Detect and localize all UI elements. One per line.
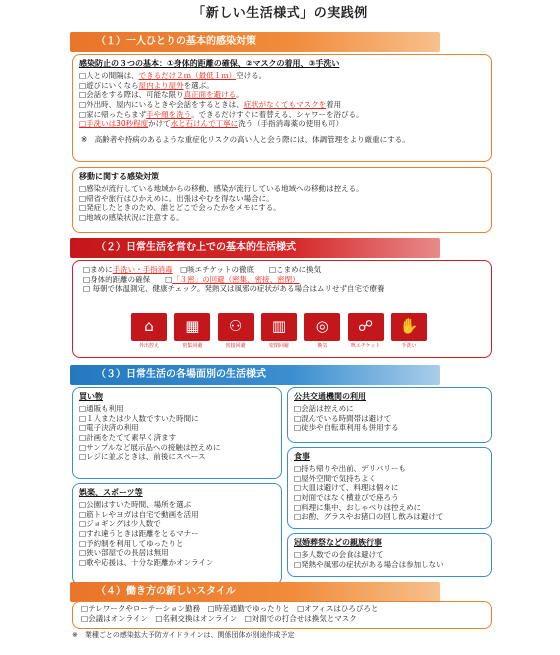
ventilation-icon: ◎ — [304, 313, 340, 341]
list-item: □感染が流行している地域からの移動、感染が流行している地域への移動は控える。 — [79, 184, 364, 194]
list-item: □通販も利用 — [79, 404, 124, 414]
list-item: □身体的距離の確保 □「３密」の回避（密集、密接、密閉） — [83, 274, 300, 284]
icon-label: 手洗い — [401, 343, 417, 349]
daily-life-icons — [131, 313, 427, 351]
entertainment-box — [72, 483, 282, 585]
transport-box — [287, 387, 492, 443]
section2-header: （２）日常生活を営む上での基本的生活様式 — [70, 238, 440, 258]
cough-etiquette-icon: ☍ — [348, 313, 384, 341]
list-item: □大皿は避けて、料理は個々に — [294, 483, 399, 493]
list-item: □狭い部屋での長居は無用 — [79, 548, 169, 558]
list-item: □お酌、グラスやお猪口の回し飲みは避けて — [294, 512, 444, 522]
list-item: □発熱や風邪の症状がある場合は参加しない — [294, 559, 444, 569]
list-item: □まめに手洗い・手指消毒 □咳エチケットの徹底 □こまめに換気 — [83, 265, 322, 274]
icon-cell — [174, 313, 210, 351]
icon-label: 密集回避 — [182, 343, 203, 349]
section1-header: （１）一人ひとりの基本的感染対策 — [70, 32, 440, 52]
list-item: □ジョギングは少人数で — [79, 519, 161, 529]
list-item: □１人または少人数ですいた時間に — [79, 413, 199, 423]
list-item: □歌や応援は、十分な距離かオンライン — [79, 557, 214, 567]
icon-label: 換気 — [317, 343, 328, 349]
list-item: □会話は控えめに — [294, 404, 354, 414]
list-item: □徒歩や自転車利用も併用する — [294, 423, 399, 433]
entertainment-title: 娯楽、スポーツ等 — [79, 488, 143, 497]
list-item: □発症したときのため、誰とどこで会ったかをメモにする。 — [79, 203, 281, 213]
list-item: □会話をする際は、可能な限り真正面を避ける。 — [79, 90, 244, 100]
meals-box — [287, 447, 492, 529]
list-item: □混んでいる時間帯は避けて — [294, 413, 392, 423]
footer-note: ※ 業種ごとの感染拡大予防ガイドラインは、関係団体が別途作成予定 — [72, 631, 295, 639]
list-item: □電子決済の利用 — [79, 423, 139, 433]
list-item: □遊びにいくなら屋内より屋外を選ぶ。 — [79, 80, 214, 90]
transport-title: 公共交通機関の利用 — [294, 392, 366, 401]
list-item: □サンプルなど展示品への接触は控えめに — [79, 442, 221, 452]
meals-title: 食事 — [294, 452, 310, 461]
crowd-icon: ▦ — [174, 313, 210, 341]
list-item: □予約制を利用してゆったりと — [79, 538, 184, 548]
movement-measures-title: 移動に関する感染対策 — [79, 172, 159, 181]
list-item: □料理に集中、おしゃべりは控えめに — [294, 502, 422, 512]
work-style-box — [72, 601, 492, 629]
ceremony-title: 冠婚葬祭などの親族行事 — [294, 538, 382, 547]
elderly-note: ※ 高齢者や持病のあるような重症化リスクの高い人と会う際には、体調管理をより厳重にする。 — [81, 134, 410, 144]
list-item: □外出時、屋内にいるときや会話をするときは、症状がなくてもマスクを着用 — [79, 100, 342, 110]
icon-label: 密閉回避 — [268, 343, 289, 349]
shopping-box — [72, 387, 282, 479]
basic-measures-title: 感染防止の３つの基本：①身体的距離の確保、②マスクの着用、③手洗い — [79, 59, 340, 68]
list-item: □レジに並ぶときは、前後にスペース — [79, 452, 206, 462]
list-item: □多人数での会食は避けて — [294, 550, 384, 560]
list-item: □地域の感染状況に注意する。 — [79, 213, 184, 223]
list-item: □人との間隔は、できるだけ２ｍ（最低１ｍ）空ける。 — [79, 71, 267, 81]
icon-cell — [261, 313, 297, 351]
icon-cell — [131, 313, 167, 351]
list-item: □すれ違うときは距離をとるマナー — [79, 529, 199, 539]
list-item: □会議はオンライン □名刺交換はオンライン □対面での打合せは換気とマスク — [81, 613, 357, 623]
list-item: □テレワークやローテーション勤務 □時差通勤でゆったりと □オフィスはひろびろと — [81, 604, 379, 613]
movement-measures-box — [72, 167, 492, 233]
outing-icon: ⌂ — [131, 313, 167, 341]
ceremony-box — [287, 533, 492, 577]
list-item: □ 毎朝で体温測定、健康チェック。発熱又は風邪の症状がある場合はムリせず自宅で療養 — [83, 284, 385, 294]
basic-measures-box — [72, 54, 492, 162]
list-item: □対面ではなく横並びで座ろう — [294, 493, 399, 503]
icon-cell — [348, 313, 384, 351]
list-item: □持ち帰りや出前、デリバリーも — [294, 464, 406, 474]
shopping-title: 買い物 — [79, 392, 103, 401]
icon-cell — [218, 313, 254, 351]
icon-label: 外出控え — [138, 343, 159, 349]
list-item: □公園はすいた時間、場所を選ぶ — [79, 500, 192, 510]
section4-header: （４）働き方の新しいスタイル — [70, 582, 440, 602]
handwash-icon: ✋ — [391, 313, 427, 341]
list-item: □家に帰ったらまず手や顔を洗う。できるだけすぐに着替える、シャワーを浴びる。 — [79, 109, 364, 119]
section3-header: （３）日常生活の各場面別の生活様式 — [70, 365, 440, 385]
page-title: 「新しい生活様式」の実践例 — [192, 6, 368, 21]
list-item: □計画をたてて素早く済ます — [79, 433, 177, 443]
closed-space-icon: ▥ — [261, 313, 297, 341]
icon-label: 密接回避 — [225, 343, 246, 349]
list-item: □屋外空間で気持ちよく — [294, 473, 377, 483]
list-item: □手洗いは30秒程度かけて水と石けんで丁寧に洗う（手指消毒薬の使用も可） — [79, 119, 344, 129]
list-item: □筋トレやヨガは自宅で動画を活用 — [79, 509, 199, 519]
icon-cell — [304, 313, 340, 351]
icon-label: 咳エチケット — [350, 343, 381, 349]
close-contact-icon: ⚇ — [218, 313, 254, 341]
icon-cell — [391, 313, 427, 351]
list-item: □帰省や旅行はひかえめに。出張はやむを得ない場合に。 — [79, 193, 274, 203]
